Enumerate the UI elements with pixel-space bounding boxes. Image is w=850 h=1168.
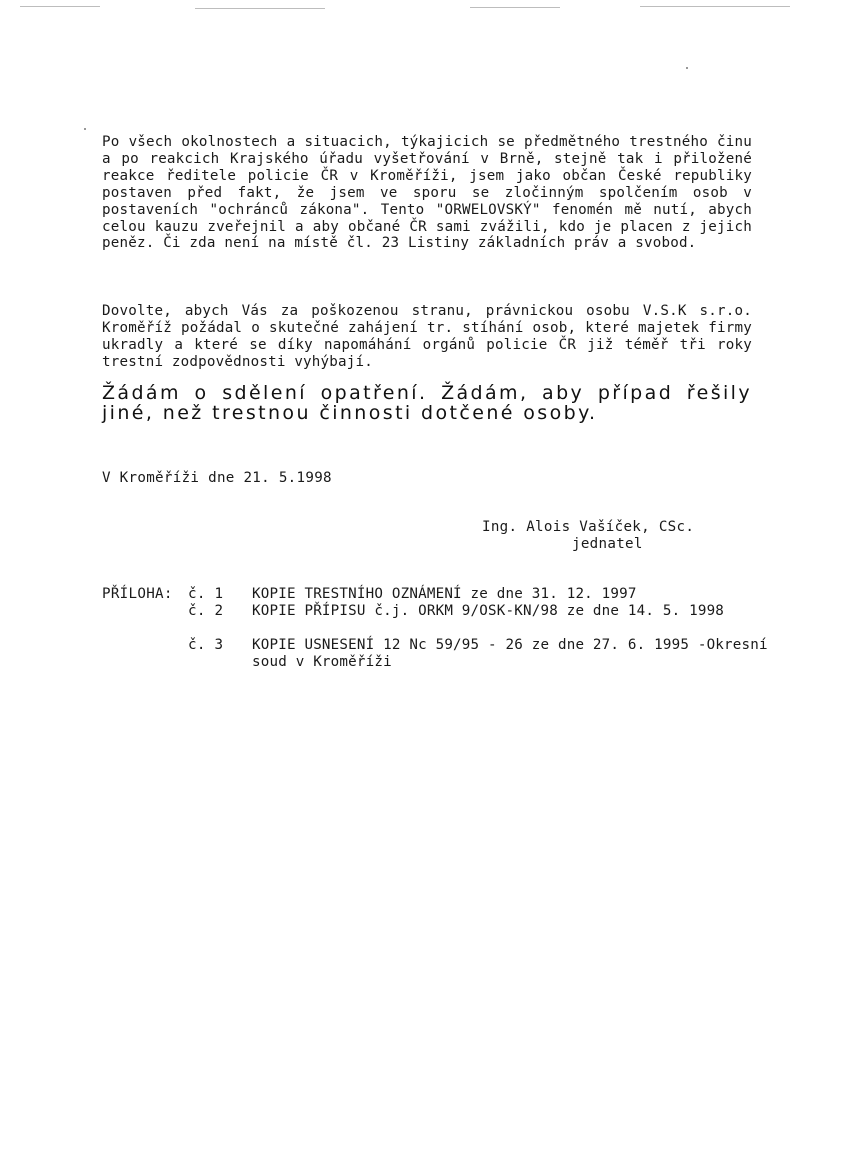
attachment-text: KOPIE PŘÍPISU č.j. ORKM 9/OSK-KN/98 ze dne 14. 5. 1998 bbox=[252, 603, 725, 619]
place-date: V Kroměříži dne 21. 5.1998 bbox=[102, 470, 332, 486]
emphasis-request: Žádám o sdělení opatření. Žádám, aby případ řešily jiné, než trestnou činnosti dotčené osoby. bbox=[102, 382, 752, 424]
attachment-number: č. 3 bbox=[188, 637, 224, 653]
attachment-number: č. 1 bbox=[188, 586, 224, 602]
scan-edge-line bbox=[640, 6, 790, 7]
attachment-text: KOPIE TRESTNÍHO OZNÁMENÍ ze dne 31. 12. 1997 bbox=[252, 586, 637, 602]
scan-edge-line bbox=[20, 6, 100, 7]
scan-speck bbox=[84, 128, 86, 130]
scan-speck bbox=[686, 67, 688, 69]
paragraph-1: Po všech okolnostech a situacich, týkajicich se předmětného trestného činu a po reakcich Krajského úřadu vyšetřování v Brně, stejně tak i přiložené reakce ředitele policie ČR v Kroměříži, jsem jako občan České republiky postaven před fakt, že jsem ve sporu se zločinným spolčením osob v postaveních "ochránců zákona". Tento "ORWELOVSKÝ" fenomén mě nutí, abych celou kauzu zveřejnil a aby občané ČR sami zvážili, kdo je placen z jejich peněz. Či zda není na místě čl. 23 Listiny základních práv a svobod. bbox=[102, 134, 752, 252]
signature-role: jednatel bbox=[572, 536, 643, 552]
signature-name: Ing. Alois Vašíček, CSc. bbox=[482, 519, 695, 535]
attachments-label: PŘÍLOHA: bbox=[102, 586, 173, 602]
scan-edge-line bbox=[195, 8, 325, 9]
attachment-number: č. 2 bbox=[188, 603, 224, 619]
attachment-text: KOPIE USNESENÍ 12 Nc 59/95 - 26 ze dne 27. 6. 1995 -Okresní soud v Kroměříži bbox=[252, 637, 768, 670]
scan-edge-line bbox=[470, 7, 560, 8]
paragraph-2: Dovolte, abych Vás za poškozenou stranu, právnickou osobu V.S.K s.r.o. Kroměříž požádal o skutečné zahájení tr. stíhání osob, které majetek firmy ukradly a které se díky napomáhání orgánů policie ČR již téměř tři roky trestní zodpovědnosti vyhýbají. bbox=[102, 303, 752, 370]
